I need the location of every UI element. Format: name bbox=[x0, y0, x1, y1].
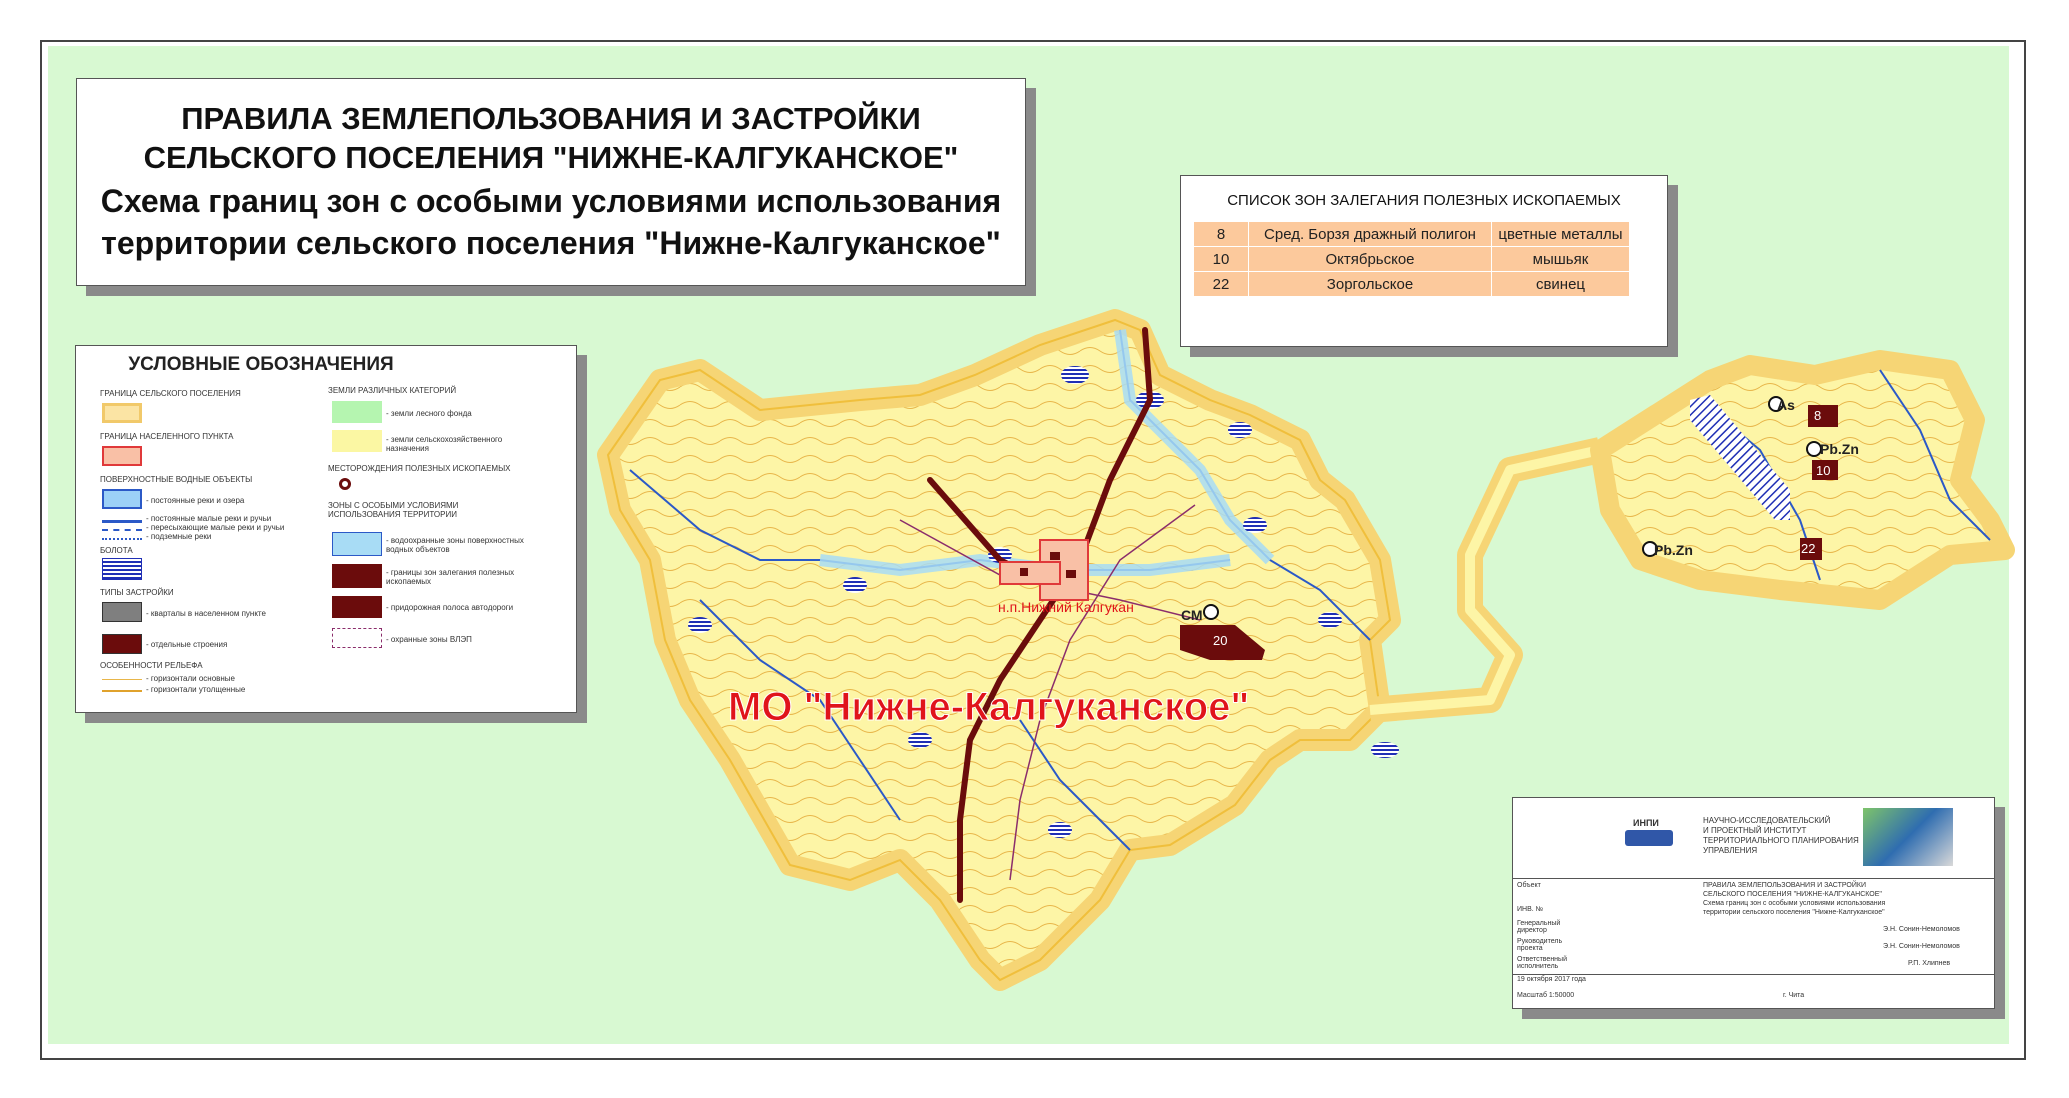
legend-label: ЗЕМЛИ РАЗЛИЧНЫХ КАТЕГОРИЙ bbox=[328, 386, 457, 395]
table-cell: 22 bbox=[1194, 272, 1249, 297]
table-cell: Сред. Борзя дражный полигон bbox=[1249, 222, 1492, 247]
legend-swatch bbox=[332, 628, 382, 648]
stamp-divider bbox=[1513, 974, 1994, 975]
stamp-doc-line: территории сельского поселения "Нижне-Калгуканское" bbox=[1703, 909, 1885, 916]
legend-desc: - отдельные строения bbox=[146, 640, 228, 649]
legend-desc: - охранные зоны ВЛЭП bbox=[386, 635, 472, 644]
stamp-doc-line: СЕЛЬСКОГО ПОСЕЛЕНИЯ "НИЖНЕ-КАЛГУКАНСКОЕ" bbox=[1703, 891, 1882, 898]
legend-box bbox=[75, 345, 577, 713]
legend-swatch bbox=[102, 602, 142, 622]
stamp-row-label: Генеральный директор bbox=[1517, 920, 1561, 934]
title-line-4: территории сельского поселения "Нижне-Калгуканское" bbox=[101, 225, 1001, 261]
legend-swatch bbox=[102, 690, 142, 692]
settlement-label: н.п.Нижний Калгукан bbox=[998, 599, 1134, 615]
stamp-logo-text: ИНПИ bbox=[1633, 818, 1659, 828]
marker-label-10: 10 bbox=[1816, 463, 1831, 478]
title-line-2: СЕЛЬСКОГО ПОСЕЛЕНИЯ "НИЖНЕ-КАЛГУКАНСКОЕ" bbox=[143, 140, 959, 175]
table-cell: 10 bbox=[1194, 247, 1249, 272]
stamp-row-label: Ответственный исполнитель bbox=[1517, 956, 1567, 970]
stamp-row-label: Объект bbox=[1517, 882, 1541, 889]
settlement-boundary bbox=[608, 320, 1390, 980]
legend-swatch bbox=[102, 446, 142, 466]
minerals-table bbox=[1193, 221, 1630, 297]
legend-swatch bbox=[332, 564, 382, 588]
stamp-doc-line: ПРАВИЛА ЗЕМЛЕПОЛЬЗОВАНИЯ И ЗАСТРОЙКИ bbox=[1703, 882, 1867, 889]
stamp-person-name: Э.Н. Сонин-Немоломов bbox=[1883, 943, 1960, 950]
legend-desc: - подземные реки bbox=[146, 532, 212, 541]
legend-desc: - горизонтали утолщенные bbox=[146, 685, 246, 694]
legend-swatch bbox=[102, 558, 142, 580]
stamp-org-line: ТЕРРИТОРИАЛЬНОГО ПЛАНИРОВАНИЯ bbox=[1703, 836, 1859, 845]
stamp-org-line: И ПРОЕКТНЫЙ ИНСТИТУТ bbox=[1703, 826, 1807, 835]
legend-label: ГРАНИЦА НАСЕЛЕННОГО ПУНКТА bbox=[100, 432, 234, 441]
legend-label: ПОВЕРХНОСТНЫЕ ВОДНЫЕ ОБЪЕКТЫ bbox=[100, 475, 253, 484]
title-box bbox=[76, 78, 1026, 286]
marker-label-20: 20 bbox=[1213, 633, 1228, 648]
legend-swatch bbox=[102, 634, 142, 654]
boundary-corridor bbox=[1370, 450, 1600, 710]
stamp-org-line: НАУЧНО-ИССЛЕДОВАТЕЛЬСКИЙ bbox=[1703, 816, 1831, 825]
table-row bbox=[1194, 272, 1630, 297]
deposit-icon bbox=[339, 478, 351, 490]
legend-desc: - постоянные реки и озера bbox=[146, 496, 245, 505]
legend-swatch bbox=[102, 679, 142, 680]
stamp-row-label: Руководитель проекта bbox=[1517, 938, 1563, 952]
legend-desc: - водоохранные зоны поверхностных водных объектов bbox=[386, 536, 524, 554]
legend-desc: - пересыхающие малые реки и ручьи bbox=[146, 523, 285, 532]
legend-desc: - земли лесного фонда bbox=[386, 409, 472, 418]
legend-desc: - границы зон залегания полезных ископаемых bbox=[386, 568, 515, 586]
legend-swatch bbox=[102, 520, 142, 523]
marker-label-pbzn-2: Pb.Zn bbox=[1654, 542, 1693, 558]
stamp-org-line: УПРАВЛЕНИЯ bbox=[1703, 846, 1758, 855]
stamp-doc-line: Схема границ зон с особыми условиями использования bbox=[1703, 900, 1886, 907]
legend-swatch bbox=[102, 489, 142, 509]
legend-swatch bbox=[102, 538, 142, 540]
legend-swatch bbox=[102, 403, 142, 423]
marker-label-pbzn-1: Pb.Zn bbox=[1820, 441, 1859, 457]
settlement-boundary-east bbox=[1600, 360, 2005, 600]
legend-title: УСЛОВНЫЕ ОБОЗНАЧЕНИЯ bbox=[128, 354, 394, 375]
legend-swatch bbox=[332, 401, 382, 423]
legend-label: ЗОНЫ С ОСОБЫМИ УСЛОВИЯМИ ИСПОЛЬЗОВАНИЯ ТЕРРИТОРИИ bbox=[328, 501, 459, 519]
boundary-corridor-fill bbox=[1370, 450, 1600, 710]
legend-desc: - придорожная полоса автодороги bbox=[386, 603, 514, 612]
table-cell: свинец bbox=[1492, 272, 1630, 297]
main-territory-label: МО "Нижне-Калгуканское" bbox=[728, 685, 1250, 729]
legend-desc: - земли сельскохозяйственного назначения bbox=[386, 435, 503, 453]
legend-desc: - постоянные малые реки и ручьи bbox=[146, 514, 272, 523]
table-cell: 8 bbox=[1194, 222, 1249, 247]
table-cell: Октябрьское bbox=[1249, 247, 1492, 272]
title-line-1: ПРАВИЛА ЗЕМЛЕПОЛЬЗОВАНИЯ И ЗАСТРОЙКИ bbox=[181, 101, 921, 136]
legend-label: БОЛОТА bbox=[100, 546, 133, 555]
legend-label: ОСОБЕННОСТИ РЕЛЬЕФА bbox=[100, 661, 203, 670]
title-stamp bbox=[1512, 797, 1995, 1009]
minerals-list-title: СПИСОК ЗОН ЗАЛЕГАНИЯ ПОЛЕЗНЫХ ИСКОПАЕМЫХ bbox=[1227, 192, 1621, 209]
legend-label: ГРАНИЦА СЕЛЬСКОГО ПОСЕЛЕНИЯ bbox=[100, 389, 241, 398]
legend-swatch bbox=[332, 596, 382, 618]
map-thumbnail-image bbox=[1863, 808, 1953, 866]
legend-label: МЕСТОРОЖДЕНИЯ ПОЛЕЗНЫХ ИСКОПАЕМЫХ bbox=[328, 464, 511, 473]
table-row bbox=[1194, 247, 1630, 272]
table-cell: мышьяк bbox=[1492, 247, 1630, 272]
legend-swatch bbox=[102, 529, 142, 531]
stamp-person-name: Э.Н. Сонин-Немоломов bbox=[1883, 926, 1960, 933]
stamp-person-name: Р.П. Хлипнев bbox=[1908, 960, 1951, 967]
legend-desc: - горизонтали основные bbox=[146, 674, 236, 683]
stamp-header bbox=[1513, 798, 1994, 879]
stamp-scale: Масштаб 1:50000 bbox=[1517, 992, 1575, 999]
marker-label-as: As bbox=[1777, 397, 1795, 413]
marker-label-8: 8 bbox=[1814, 408, 1822, 423]
legend-desc: - кварталы в населенном пункте bbox=[146, 609, 266, 618]
table-cell: цветные металлы bbox=[1492, 222, 1630, 247]
stamp-row-label: ИНВ. № bbox=[1517, 906, 1544, 913]
legend-label: ТИПЫ ЗАСТРОЙКИ bbox=[100, 588, 174, 597]
stamp-city: г. Чита bbox=[1783, 992, 1805, 999]
minerals-list-box bbox=[1180, 175, 1668, 347]
legend-swatch bbox=[332, 532, 382, 556]
institute-logo-icon bbox=[1625, 830, 1673, 846]
marker-label-cm: СМ bbox=[1181, 607, 1203, 623]
legend-swatch bbox=[332, 430, 382, 452]
table-cell: Зоргольское bbox=[1249, 272, 1492, 297]
title-line-3: Схема границ зон с особыми условиями использования bbox=[100, 183, 1002, 219]
marker-label-22: 22 bbox=[1801, 541, 1816, 556]
table-row bbox=[1194, 222, 1630, 247]
stamp-date: 19 октября 2017 года bbox=[1517, 976, 1586, 983]
